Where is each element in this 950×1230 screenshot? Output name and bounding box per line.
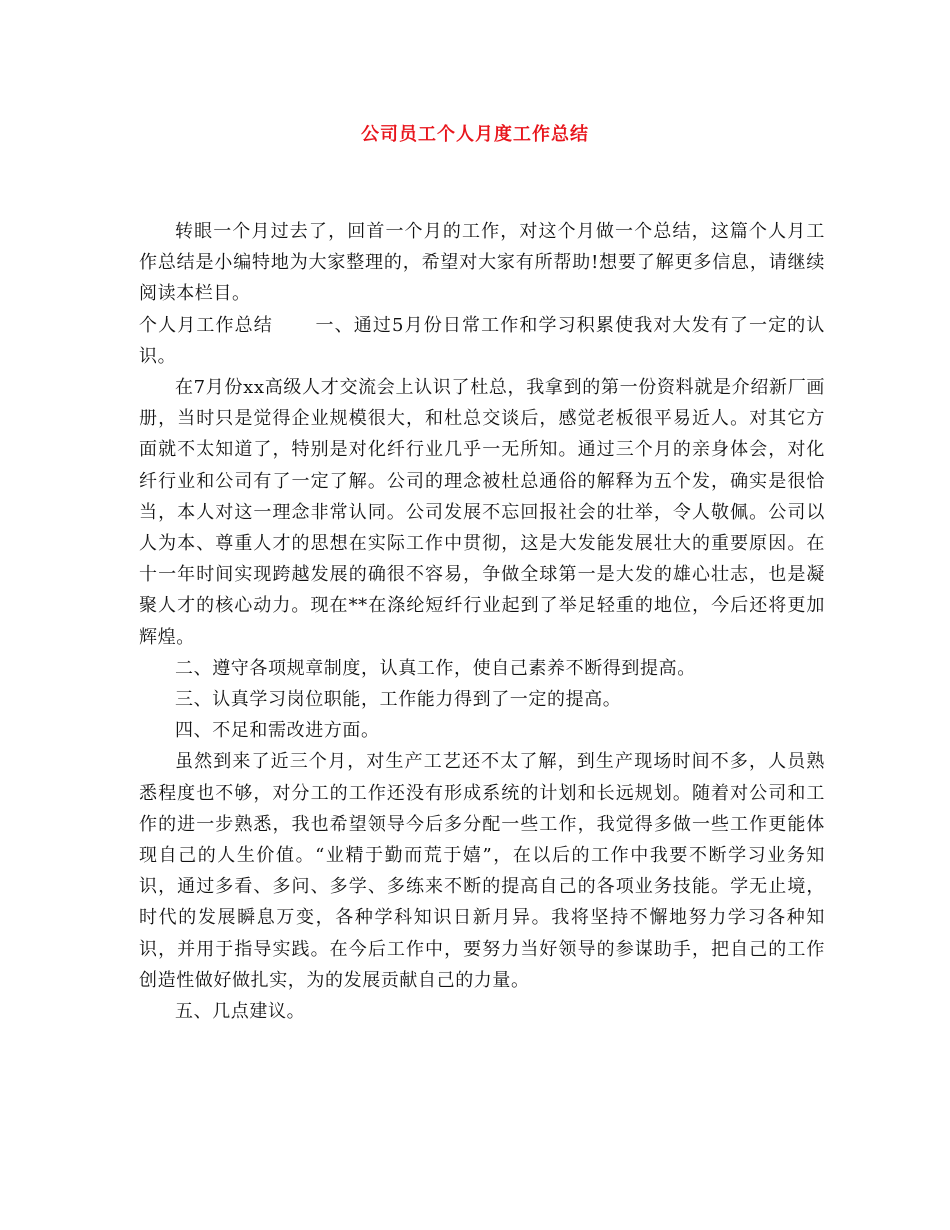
section-5-heading: 五、几点建议。 bbox=[175, 1001, 306, 1023]
company-impression-paragraph: 在7月份xx高级人才交流会上认识了杜总，我拿到的第一份资料就是介绍新厂画册，当时只是觉得企业规模很大，和杜总交谈后，感觉老板很平易近人。对其它方面就不太知道了，特别是对化纤行业几乎一无所知。通过三个月的亲身体会，对化纤行业和公司有了一定了解。公司的理念被杜总通俗的解释为五个发，确实是很恰当，本人对这一理念非常认同。公司发展不忘回报社会的壮举，令人敬佩。公司以人为本、尊重人才的思想在实际工作中贯彻，这是大发能发展壮大的重要原因。在十一年时间实现跨越发展的确很不容易，争做全球第一是大发的雄心壮志，也是凝聚人才的核心动力。现在**在涤纶短纤行业起到了举足轻重的地位，今后还将更加辉煌。 bbox=[139, 377, 825, 648]
section-label: 个人月工作总结 bbox=[139, 314, 273, 336]
document-body bbox=[139, 216, 825, 1027]
improvement-paragraph: 虽然到来了近三个月，对生产工艺还不太了解，到生产现场时间不多，人员熟悉程度也不够，对分工的工作还没有形成系统的计划和长远规划。随着对公司和工作的进一步熟悉，我也希望领导今后多分配一些工作，我觉得多做一些工作更能体现自己的人生价值。“业精于勤而荒于嬉”，在以后的工作中我要不断学习业务知识，通过多看、多问、多学、多练来不断的提高自己的各项业务技能。学无止境，时代的发展瞬息万变，各种学科知识日新月异。我将坚持不懈地努力学习各种知识，并用于指导实践。在今后工作中，要努力当好领导的参谋助手，把自己的工作创造性做好做扎实，为的发展贡献自己的力量。 bbox=[139, 751, 825, 991]
section-4-heading: 四、不足和需改进方面。 bbox=[175, 720, 380, 742]
section-3-heading: 三、认真学习岗位职能，工作能力得到了一定的提高。 bbox=[175, 689, 622, 711]
document-title: 公司员工个人月度工作总结 bbox=[361, 124, 589, 145]
section-1-paragraph bbox=[139, 310, 825, 372]
section-2-heading: 二、遵守各项规章制度，认真工作，使自己素养不断得到提高。 bbox=[175, 657, 696, 679]
intro-paragraph: 转眼一个月过去了，回首一个月的工作，对这个月做一个总结，这篇个人月工作总结是小编特地为大家整理的，希望对大家有所帮助!想要了解更多信息，请继续阅读本栏目。 bbox=[139, 221, 825, 305]
section-1-heading: 一、通过5月份日常工作和学习积累使我对大发有了一定的认识。 bbox=[139, 314, 825, 367]
